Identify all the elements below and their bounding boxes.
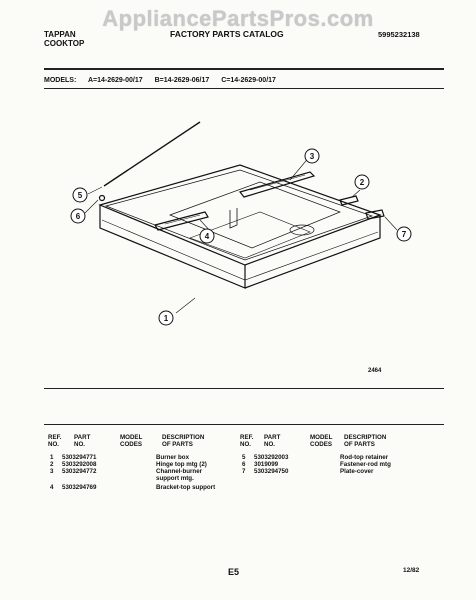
header-ref-no: REF. NO. [48, 434, 62, 448]
models-label: MODELS: [44, 77, 77, 84]
svg-text:3: 3 [309, 152, 315, 161]
catalog-page: AppliancePartsPros.com TAPPAN COOKTOP FACTORY PARTS CATALOG 5995232138 MODELS: A=14-2629-00/17 B=14-2629-06/17 C=14-2629-00/17 1 2 3 4 5 6 7 2464 REF. NO. PART NO. MODEL CODES DESCRIPTION OF PARTS REF. NO. PART NO. MODEL CODES DESCRIPTION OF PARTS 1 5303294771 Burner box 2 5303292008 Hinge top mtg (2) 3 5303294772 Channel-burner support mtg. 4 5303294769 Bracket-top support 5 5303292003 Rod-top retainer 6 3019099 Fastener-rod mtg 7 5303294750 Plate-cover E5 12/82 [0, 0, 476, 600]
header-model-codes-right: MODEL CODES [310, 434, 333, 448]
burner-box-front [100, 205, 245, 288]
callout-7 [397, 227, 411, 241]
header-part-no-right: PART NO. [264, 434, 281, 448]
models-rule [44, 88, 444, 89]
brand-name: TAPPAN [44, 30, 76, 39]
figure-number: 2464 [368, 368, 382, 374]
svg-text:6: 6 [75, 212, 81, 221]
svg-text:5: 5 [77, 191, 83, 200]
table-top-rule [44, 388, 444, 389]
hinge-top-mtg [340, 196, 358, 205]
page-number: E5 [228, 567, 240, 577]
product-name: COOKTOP [44, 39, 85, 48]
catalog-number: 5995232138 [378, 30, 420, 39]
models-line [44, 77, 286, 84]
callout-6 [71, 209, 85, 223]
svg-text:7: 7 [401, 230, 407, 239]
burner-box-rim [100, 165, 380, 265]
header-model-codes: MODEL CODES [120, 434, 143, 448]
brand-block [44, 30, 84, 48]
fastener-rod-mtg [100, 196, 105, 201]
catalog-date: 12/82 [403, 567, 420, 574]
callout-1 [159, 311, 173, 325]
svg-text:2: 2 [359, 178, 365, 187]
header-description: DESCRIPTION OF PARTS [162, 434, 205, 448]
model-c: C=14-2629-00/17 [221, 77, 276, 84]
model-a: A=14-2629-00/17 [87, 77, 143, 84]
burner-box-side [245, 215, 380, 288]
header-part-no: PART NO. [74, 434, 91, 448]
model-b: B=14-2629-06/17 [154, 77, 210, 84]
catalog-title: FACTORY PARTS CATALOG [170, 29, 284, 39]
callout-3 [305, 149, 319, 163]
header-rule [44, 68, 444, 70]
header-description-right: DESCRIPTION OF PARTS [344, 434, 387, 448]
watermark: AppliancePartsPros.com [102, 6, 374, 31]
table-header-rule [44, 424, 444, 425]
callout-4 [200, 229, 214, 243]
rod-top-retainer [104, 122, 200, 186]
callout-2 [355, 175, 369, 189]
callout-5 [73, 188, 87, 202]
exploded-parts-diagram [40, 120, 430, 370]
svg-text:4: 4 [204, 232, 210, 241]
header-ref-no-right: REF. NO. [240, 434, 254, 448]
svg-text:1: 1 [163, 314, 169, 323]
